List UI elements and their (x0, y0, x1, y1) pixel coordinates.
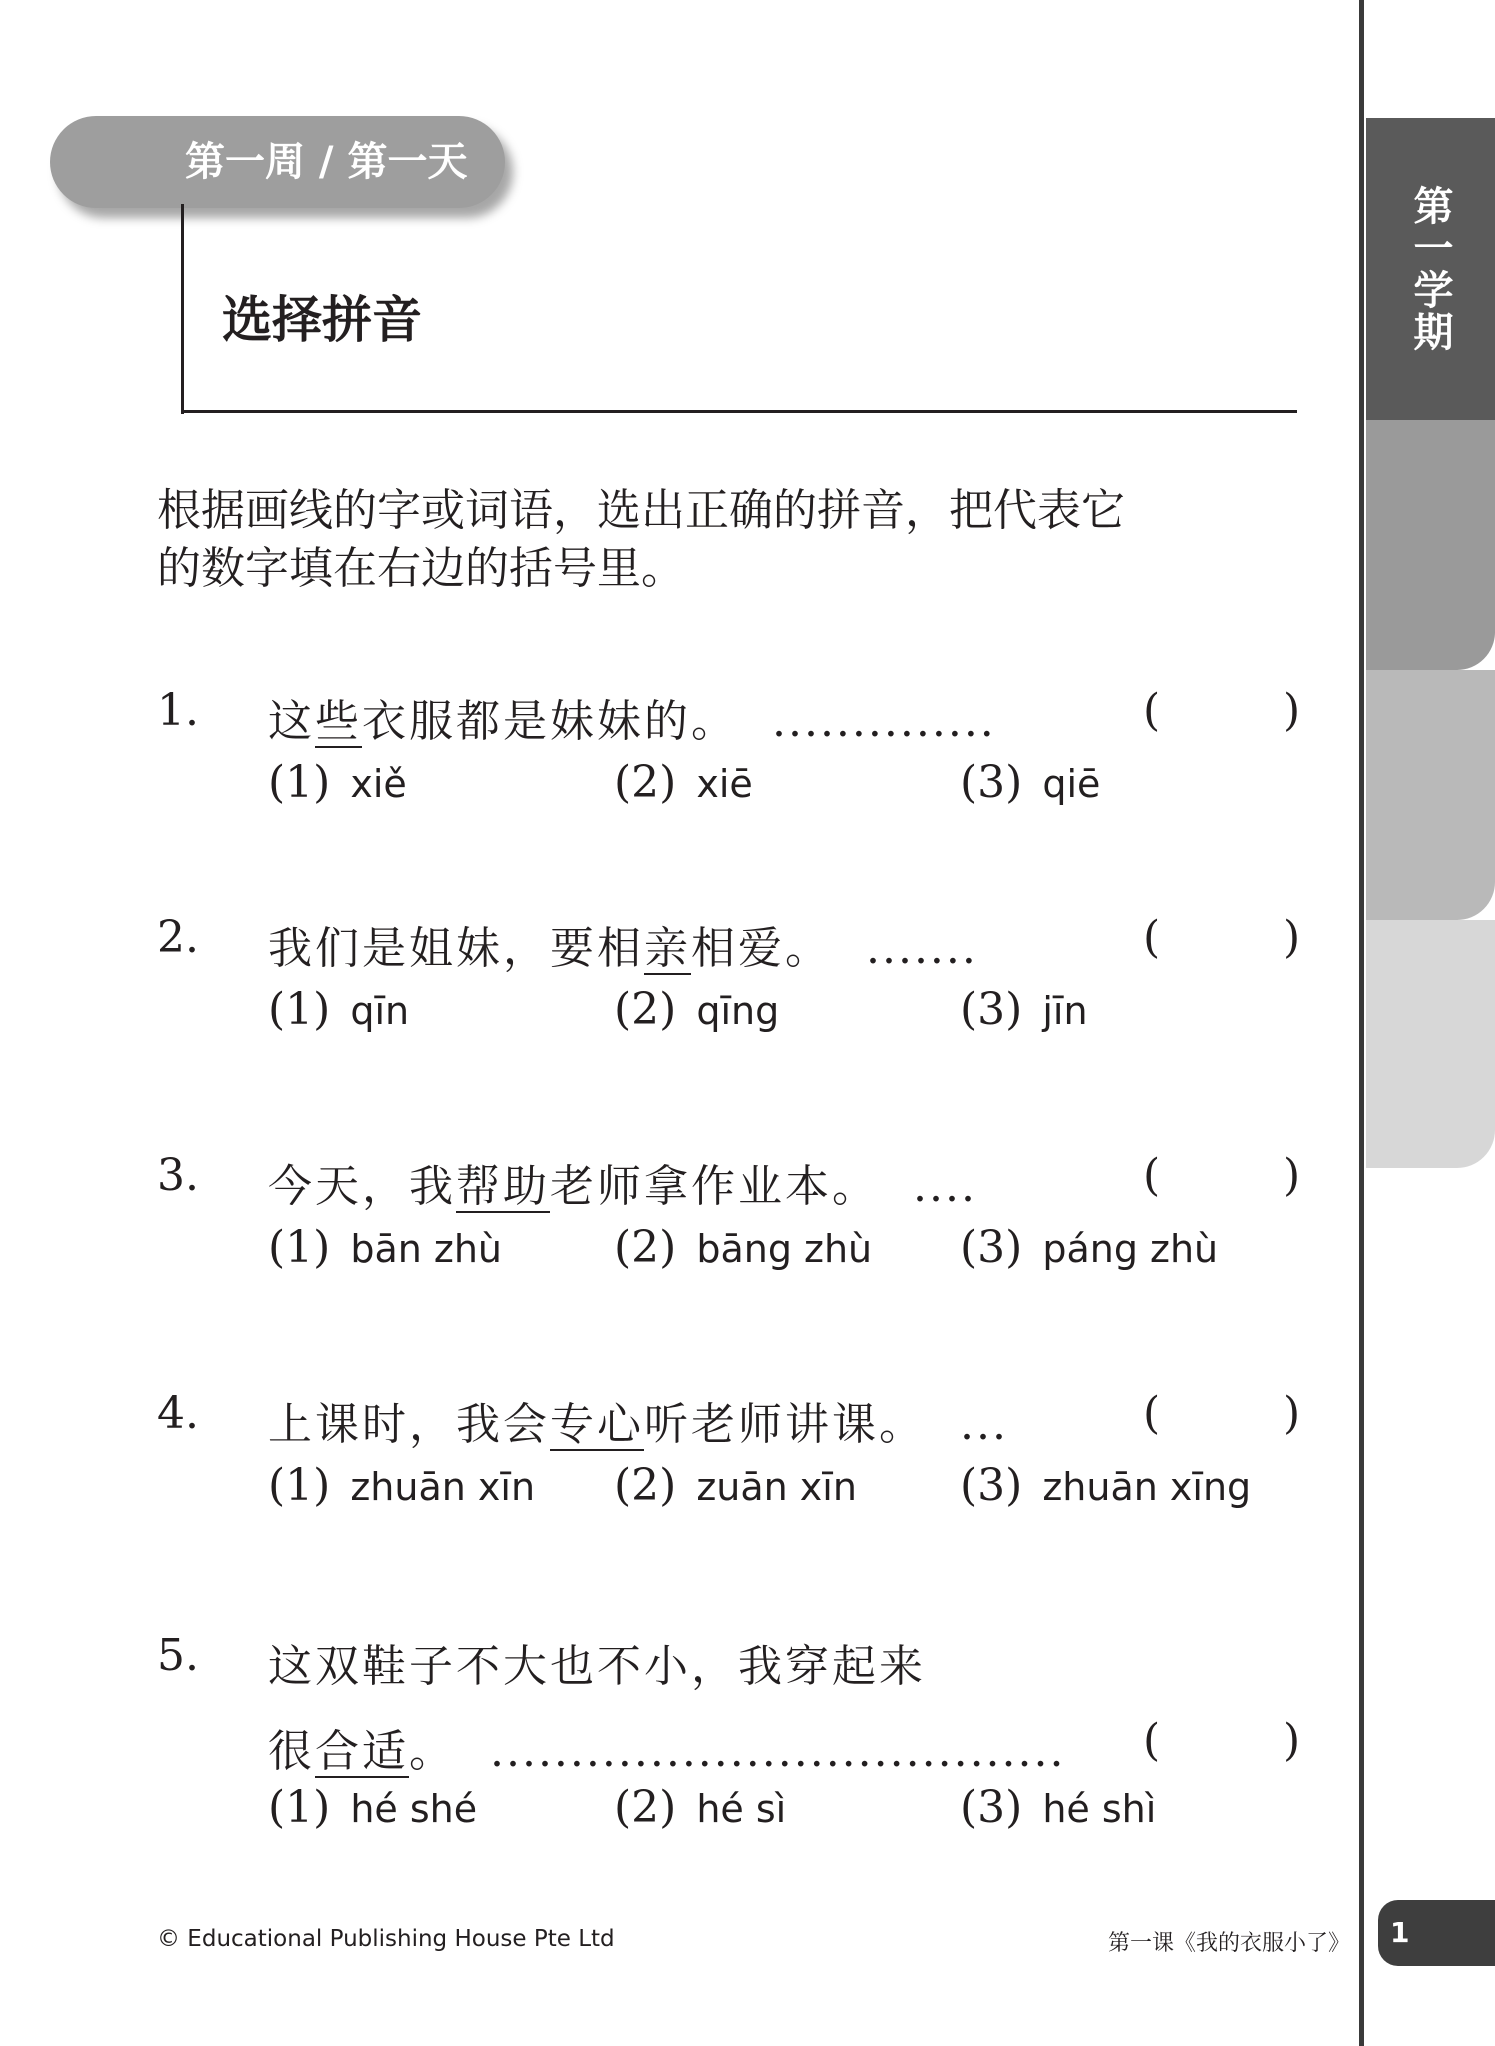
underlined-word: 亲 (644, 923, 691, 974)
week-day-label: 第一周 / 第一天 (185, 139, 468, 185)
question-sentence-line-2: 很合适。 .................................... (268, 1726, 1066, 1777)
page-edge-line (1359, 0, 1364, 2046)
answer-paren-open: ( (1143, 1388, 1161, 1439)
option-3: (3) qiē (960, 757, 1101, 808)
option-2: (2) hé sì (614, 1782, 787, 1833)
underlined-word: 专心 (550, 1399, 644, 1450)
underlined-word: 合适 (315, 1726, 409, 1777)
question-number: 5. (157, 1630, 199, 1681)
leader-dots: .............. (771, 696, 996, 747)
leader-dots: ... (959, 1399, 1008, 1450)
answer-paren-open: ( (1143, 685, 1161, 736)
copyright-text: © Educational Publishing House Pte Ltd (157, 1926, 615, 1952)
option-1: (1) zhuān xīn (268, 1460, 536, 1511)
term-tab-label: 第一学期 (1407, 185, 1453, 353)
question-sentence: 今天，我帮助老师拿作业本。 .... (268, 1161, 977, 1212)
title-frame-horizontal (181, 410, 1297, 413)
question-number: 3. (157, 1150, 199, 1201)
option-2: (2) bāng zhù (614, 1222, 873, 1273)
question-number: 4. (157, 1388, 199, 1439)
underlined-word: 帮助 (456, 1161, 550, 1212)
leader-dots: ....... (865, 923, 978, 974)
question-number: 2. (157, 912, 199, 963)
answer-paren-close: ) (1283, 912, 1301, 963)
answer-paren-close: ) (1283, 1715, 1301, 1766)
term-tab-2 (1366, 420, 1495, 670)
term-tab-3 (1366, 670, 1495, 920)
option-1: (1) xiě (268, 757, 407, 808)
question-sentence: 我们是姐妹，要相亲相爱。 ....... (268, 923, 978, 974)
page-number: 1 (1390, 1916, 1410, 1949)
answer-paren-close: ) (1283, 685, 1301, 736)
title-frame-vertical (181, 204, 184, 414)
instructions-line-2: 的数字填在右边的括号里。 (157, 543, 685, 594)
answer-paren-open: ( (1143, 1150, 1161, 1201)
question-number: 1. (157, 685, 199, 736)
term-tab-4 (1366, 920, 1495, 1168)
option-3: (3) hé shì (960, 1782, 1157, 1833)
option-3: (3) zhuān xīng (960, 1460, 1252, 1511)
leader-dots: .... (912, 1161, 977, 1212)
option-2: (2) xiē (614, 757, 753, 808)
question-sentence-line-1: 这双鞋子不大也不小，我穿起来 (268, 1641, 926, 1692)
question-sentence: 这些衣服都是妹妹的。 .............. (268, 696, 996, 747)
underlined-word: 些 (315, 696, 362, 747)
instructions-line-1: 根据画线的字或词语，选出正确的拼音，把代表它 (157, 485, 1125, 536)
option-3: (3) jīn (960, 984, 1088, 1035)
option-2: (2) qīng (614, 984, 780, 1035)
answer-paren-close: ) (1283, 1150, 1301, 1201)
leader-dots: .................................... (489, 1726, 1066, 1777)
option-1: (1) hé shé (268, 1782, 478, 1833)
question-sentence: 上课时，我会专心听老师讲课。 ... (268, 1399, 1008, 1450)
option-1: (1) qīn (268, 984, 410, 1035)
option-3: (3) páng zhù (960, 1222, 1219, 1273)
answer-paren-open: ( (1143, 1715, 1161, 1766)
option-1: (1) bān zhù (268, 1222, 503, 1273)
answer-paren-close: ) (1283, 1388, 1301, 1439)
page-title: 选择拼音 (222, 291, 422, 349)
lesson-title: 第一课《我的衣服小了》 (1108, 1931, 1351, 1956)
option-2: (2) zuān xīn (614, 1460, 857, 1511)
answer-paren-open: ( (1143, 912, 1161, 963)
